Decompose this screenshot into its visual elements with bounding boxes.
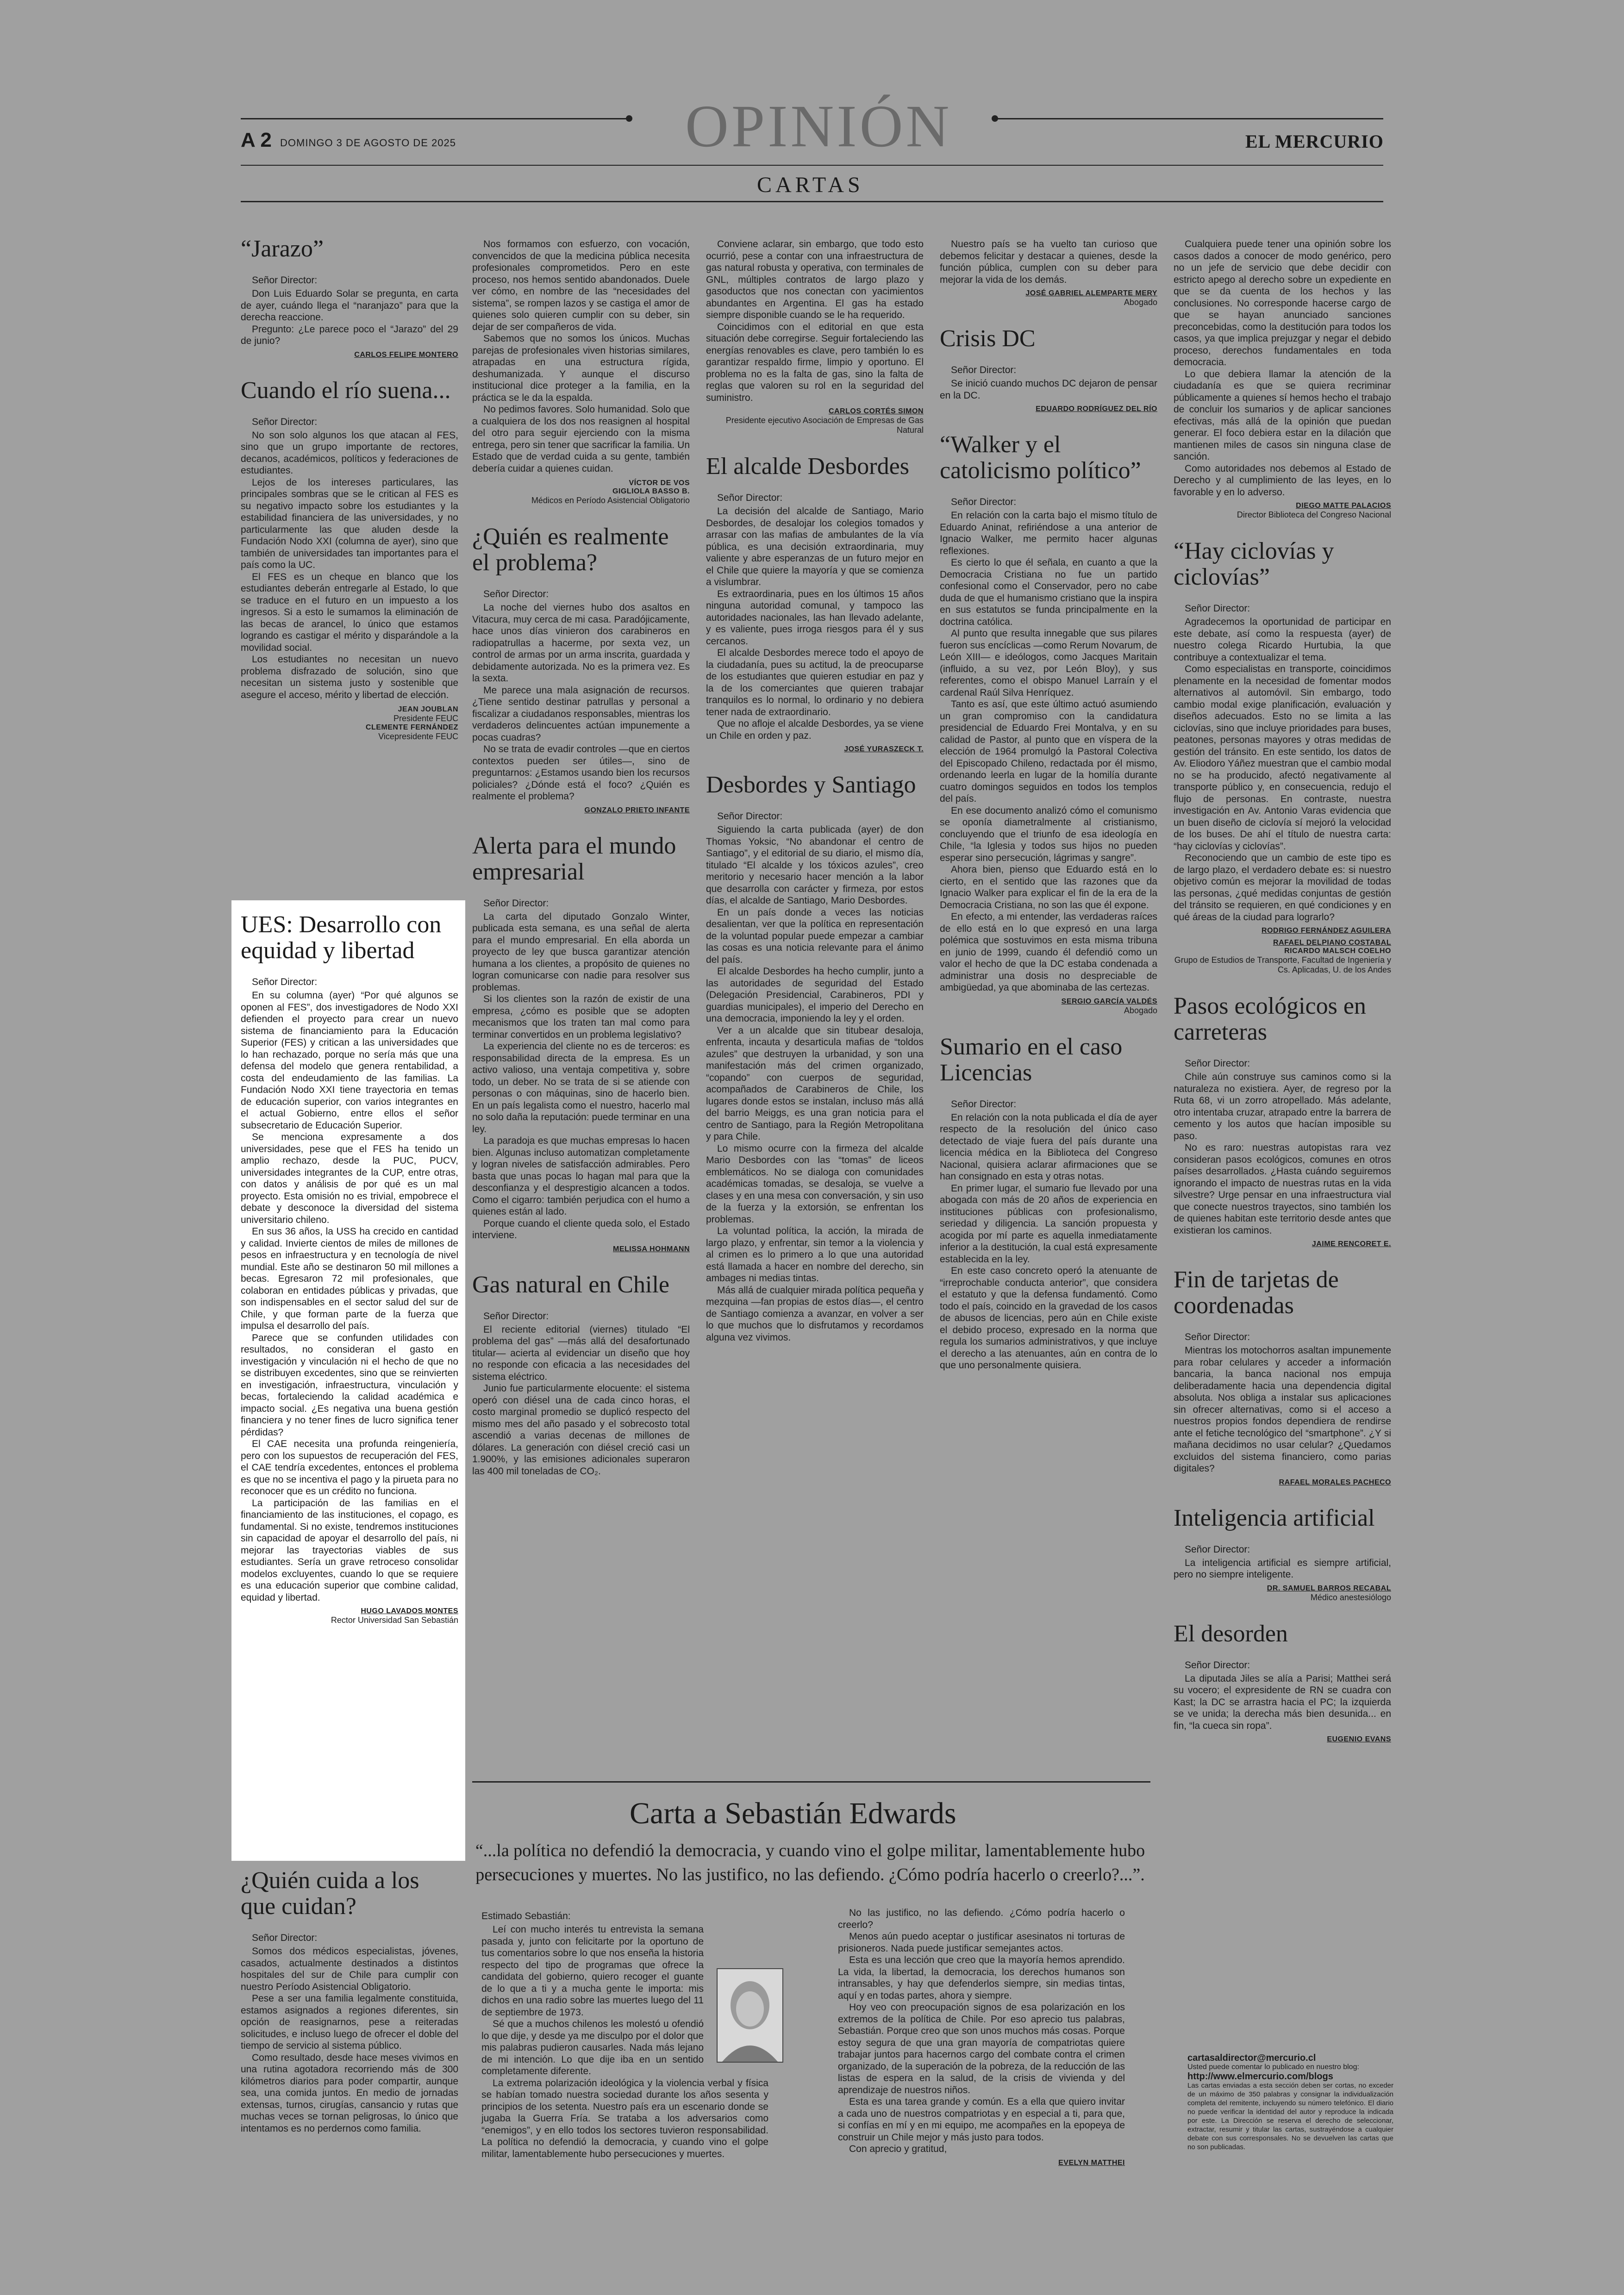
signature: EUGENIO EVANS	[1327, 1735, 1391, 1743]
paragraph: En primer lugar, el sumario fue llevado por una abogada con más de 20 años de experiencia en instituciones públicas con profesionalismo, seriedad y diligencia. La sanción propuesta y acogida por mí parte es aquella inmediatamente inferior a la destitución, la cual está expresamente establecida en la ley.	[940, 1183, 1157, 1265]
letter-title: “Hay ciclovías y ciclovías”	[1174, 538, 1334, 590]
paragraph: No son solo algunos los que atacan al FES, sino que un grupo importante de rectores, decanos, académicos, políticos y federaciones de estudiantes.	[241, 430, 458, 476]
paragraph: Conviene aclarar, sin embargo, que todo esto ocurrió, pese a contar con una infraestructura de gas natural robusta y operativa, con terminales de GNL, múltiples contratos de largo plazo y gasoductos que nos conectan con yacimientos abundantes en Argentina. El gas ha estado siempre disponible cuando se le ha requerido.	[706, 239, 924, 320]
paragraph: Ahora bien, pienso que Eduardo está en lo cierto, en el sentido que las razones que da Ignacio Walker para explicar el fin de la era de la Democracia Cristiana, no son las que él expone.	[940, 864, 1157, 911]
paragraph: Es extraordinaria, pues en los últimos 15 años ninguna autoridad comunal, y tampoco las autoridades nacionales, las han llevado adelante, y es valiente, pues irroga riesgos para él y sus cercanos.	[706, 588, 924, 647]
salutation: Señor Director:	[1185, 1058, 1250, 1069]
brand-logo: EL MERCURIO	[1245, 131, 1384, 152]
letter-desorden	[1174, 1621, 1391, 1744]
paragraph: La voluntad política, la acción, la mirada de largo plazo, y enfrentar, sin temor a la violencia y al crimen es lo primero a lo que una autoridad está llamada a hacer en nombre del derecho, sin ambages ni medias tintas.	[706, 1226, 924, 1284]
paragraph: La extrema polarización ideológica y la violencia verbal y física se habían tomado nuestra sociedad durante los años sesenta y principios de los setenta. Nuestro país era un escenario donde se jugaba la Guerra Fría. Se trataba a los adversarios como “enemigos”, y en ello todos los sectores tuvieron responsabilidad. La política no defendió la democracia, y cuando vino el golpe militar, lamentablemente hubo persecuciones y muertes.	[481, 2077, 768, 2159]
paragraph: Esta es una tarea grande y común. Es a ella que quiero invitar a cada uno de nuestros compatriotas y en especial a ti, para que, si confías en mí y en mi equipo, me acompañes en la epopeya de construir un Chile mejor y más justo para todos.	[838, 2096, 1125, 2143]
letter-jarazo	[241, 236, 458, 359]
paragraph: La decisión del alcalde de Santiago, Mario Desbordes, de desalojar los colegios tomados y arrasar con las mafias de ambulantes de la vía pública, es una decisión extraordinaria, muy valiente y abre esperanzas de un futuro mejor en el Chile que quiere la mayoría y que se comienza a vislumbrar.	[706, 506, 924, 587]
signature: JEAN JOUBLAN	[398, 705, 458, 713]
letter-sumario	[940, 1034, 1157, 1372]
letter-ciclovias	[1174, 538, 1391, 975]
letter-gas	[472, 1272, 690, 1478]
paragraph: Es cierto lo que él señala, en cuanto a que la Democracia Cristiana no fue un partido confesional como el Conservador, pero no cabe duda de que el humanismo cristiano que la inspira en sus estatutos se funda principalmente en la doctrina católica.	[940, 557, 1157, 627]
letter-title: Pasos ecológicos en carreteras	[1174, 993, 1366, 1045]
paragraph: Se inició cuando muchos DC dejaron de pensar en la DC.	[940, 378, 1157, 401]
paragraph: Menos aún puedo aceptar o justificar asesinatos ni torturas de prisioneros. Nada puede justificar semejantes actos.	[838, 1931, 1125, 1954]
salutation: Señor Director:	[717, 811, 783, 822]
subsection-title: CARTAS	[757, 173, 864, 197]
salutation: Señor Director:	[483, 1310, 549, 1322]
paragraph: Pese a ser una familia legalmente constituida, estamos asignados a regiones diferentes, sin opción de reasignarnos, pese a reiteradas solicitudes, e incluso luego de ofrecer el doble del tiempo de servicio al sistema público.	[241, 1993, 458, 2051]
letter-desbordes	[706, 454, 924, 754]
paragraph: No las justifico, no las defiendo. ¿Cómo podría hacerlo o creerlo?	[838, 1908, 1125, 1930]
salutation: Señor Director:	[951, 365, 1017, 375]
letter-sumario-continued	[1174, 238, 1391, 520]
signature-role: Médico anestesiólogo	[1310, 1592, 1391, 1602]
paragraph: Como resultado, desde hace meses vivimos en una rutina agotadora recorriendo más de 300 kilómetros diarios para poder compartir, aunque sea, una comida juntos. En medio de jornadas extensas, turnos, cirugías, cansancio y rutas que muchas veces se tornan peligrosas, lo único que intentamos es no perdernos como familia.	[241, 2052, 458, 2134]
paragraph: Siguiendo la carta publicada (ayer) de don Thomas Yoksic, “No abandonar el centro de Santiago”, y el editorial de su diario, el mismo día, titulado “El alcalde y los tóxicos azules”, creo meritorio y necesario hacer mención a la labor que desarrolla con carácter y firmeza, por estos días, el alcalde de Santiago, Mario Desbordes.	[706, 824, 924, 906]
signature-role: Grupo de Estudios de Transporte, Facultad de Ingeniería y Cs. Aplicadas, U. de los Andes	[1174, 955, 1391, 974]
salutation: Estimado Sebastián:	[481, 1911, 571, 1921]
paragraph: La carta del diputado Gonzalo Winter, publicada esta semana, es una señal de alerta para el mundo empresarial. En ella aborda un proyecto de ley que busca garantizar atención humana a los clientes, a propósito de quienes no logran comunicarse con nadie para resolver sus problemas.	[472, 911, 690, 993]
letter-pasos	[1174, 993, 1391, 1248]
signature: GONZALO PRIETO INFANTE	[584, 806, 690, 814]
signature: JAIME RENCORET E.	[1312, 1240, 1391, 1248]
letter-tarjetas	[1174, 1267, 1391, 1487]
letter-ia	[1174, 1505, 1391, 1603]
paragraph: En un país donde a veces las noticias desalientan, ver que la política en representación de la voluntad popular puede empezar a cambiar las cosas es una noticia relevante para el ánimo del país.	[706, 907, 924, 965]
paragraph: La noche del viernes hubo dos asaltos en Vitacura, muy cerca de mi casa. Paradójicamente, hace unos días vinieron dos carabineros en radiopatrullas a hacerme, por sexta vez, un control de armas por un arma inscrita, guardada y debidamente autorizada. No es la primera vez. Es la sexta.	[472, 602, 690, 684]
paragraph: No se trata de evadir controles —que en ciertos contextos pueden ser útiles—, sino de preguntarnos: ¿Estamos usando bien los recursos policiales? ¿Dónde está el foco? ¿Quién es realmente el problema?	[472, 744, 690, 802]
signature: DR. SAMUEL BARROS RECABAL	[1267, 1584, 1391, 1592]
salutation: Señor Director:	[252, 977, 318, 987]
signature-role: Vicepresidente FEUC	[378, 732, 458, 741]
contact-blog-note: Usted puede comentar lo publicado en nuestro blog:	[1187, 2063, 1359, 2071]
letter-title: Sumario en el caso Licencias	[940, 1033, 1123, 1086]
signature-role: Director Biblioteca del Congreso Nacional	[1237, 510, 1391, 519]
featured-text-wrap	[481, 1924, 704, 2077]
paragraph: El CAE necesita una profunda reingeniería, pero con los supuestos de recuperación del FES, el CAE tendría excedentes, entonces el problema es que no se incentiva el pago y la pirueta para no reconocer que es un crédito no funciona.	[241, 1439, 458, 1497]
paragraph: Lo que debiera llamar la atención de la ciudadanía es que se quiera recriminar públicamente a quienes sí hemos hecho el trabajo de concluir los sumarios y de aplicar sanciones efectivas, más allá de la opinión que puedan generar. El foco debiera estar en la dilación que mantienen miles de casos sin ninguna clase de sanción.	[1174, 368, 1391, 462]
page-number: A 2	[241, 129, 272, 151]
signature-role: Abogado	[1124, 298, 1157, 307]
masthead-rule-left	[241, 118, 630, 119]
paragraph: Agradecemos la oportunidad de participar en este debate, así como la respuesta (ayer) de nuestro colega Ricardo Hurtubia, la que contribuye a contextualizar el tema.	[1174, 617, 1391, 663]
paragraph: Como especialistas en transporte, coincidimos plenamente en la necesidad de fomentar modos alternativos al automóvil. Sin embargo, todo cambio modal exige planificación, evaluación y diseños adecuados. Esto no se limita a las ciclovías, sino que incluye prioridades para buses, peatones, personas mayores y otras medidas de gestión del tránsito. En este sentido, los datos de Av. Eliodoro Yáñez muestran que el cambio modal no se ha producido, afectó negativamente al transporte público y, en consecuencia, redujo el flujo de personas. En contraste, nuestra investigación en Av. Antonio Varas evidencia que un buen diseño de ciclovía sí mejoró la velocidad de los buses. De ahí el título de nuestra carta: “hay ciclovías y ciclovías”.	[1174, 664, 1391, 852]
featured-rule	[472, 1781, 1150, 1783]
signature-role: Presidente FEUC	[393, 714, 458, 723]
masthead-rule-right	[994, 118, 1383, 119]
paragraph: No pedimos favores. Solo humanidad. Solo que a cualquiera de los dos nos reasignen al hospital del otro para seguir ejerciendo con la misma entrega, pero sin tener que sacrificar la familia. Un Estado que de verdad cuida a su gente, también debería cuidar a quienes cuidan.	[472, 404, 690, 474]
letter-title: UES: Desarrollo con equidad y libertad	[241, 911, 442, 964]
letter-title: El desorden	[1174, 1620, 1288, 1647]
paragraph: Si los clientes son la razón de existir de una empresa, ¿cómo es posible que se adopten mecanismos que los traten tan mal como para terminar convertidos en un problema legislativo?	[472, 994, 690, 1040]
page-date: DOMINGO 3 DE AGOSTO DE 2025	[280, 137, 456, 149]
author-portrait	[717, 1968, 783, 2063]
letter-title: Cuando el río suena...	[241, 377, 451, 404]
paragraph: Coincidimos con el editorial en que esta situación debe corregirse. Seguir fortaleciendo las energías renovables es clave, pero también lo es garantizar respaldo firme, limpio y oportuno. El problema no es la falta de gas, sino la falta de reglas que valoren su rol en la seguridad del suministro.	[706, 321, 924, 403]
featured-quote: “...la política no defendió la democracia, y cuando vino el golpe militar, lamentablemente hubo persecuciones y muertes. No las justifico, no las defiendo. ¿Cómo podría hacerlo o creerlo?...”.	[475, 1841, 1145, 1884]
paragraph: Hoy veo con preocupación signos de esa polarización en los extremos de la política de Chile. Por eso aprecio tus palabras, Sebastián. Porque creo que son unos muchos más cosas. Porque estoy segura de que una gran mayoría de compatriotas quiere trabajar juntos para hacernos cargo del combate contra el crimen organizado, de la superación de la pobreza, de la reducción de las listas de espera en la salud, de la crisis de vivienda y del aprendizaje de nuestros niños.	[838, 2002, 1125, 2095]
paragraph: El FES es un cheque en blanco que los estudiantes deberán entregarle al Estado, lo que se traduce en el futuro en un impuesto a los ingresos. Si a esto le sumamos la eliminación de las becas de arancel, lo único que estamos logrando es castigar el mérito y disparándole a la movilidad social.	[241, 571, 458, 653]
paragraph: Somos dos médicos especialistas, jóvenes, casados, actualmente destinados a distintos hospitales del sur de Chile para cumplir con nuestro Período Asistencial Obligatorio.	[241, 1946, 458, 1992]
paragraph: No es raro: nuestras autopistas rara vez consideran pasos ecológicos, comunes en otros países desarrollados. ¿Hasta cuándo seguiremos ignorando el impacto de nuestras rutas en la vida silvestre? Urge pensar en una infraestructura vial que conecte nuestros trayectos, sino también los de quienes habitan este territorio desde antes que existieran los caminos.	[1174, 1142, 1391, 1236]
signature: JOSÉ YURASZECK T.	[844, 745, 924, 753]
salutation: Señor Director:	[252, 416, 318, 427]
salutation: Señor Director:	[252, 1933, 318, 1943]
signature: MELISSA HOHMANN	[612, 1245, 690, 1253]
masthead-rule-bottom	[241, 201, 1383, 202]
paragraph: Más allá de cualquier mirada política pequeña y mezquina —fan propias de estos días—, el centro de Santiago comienza a avanzar, en volver a ser lo que muchos que lo disfrutamos y recordamos alguna vez vivimos.	[706, 1285, 924, 1343]
paragraph: Con aprecio y gratitud,	[849, 2144, 947, 2154]
letter-ues	[241, 912, 458, 1625]
letter-cuidan-continued	[472, 238, 690, 505]
paragraph: En su columna (ayer) “Por qué algunos se oponen al FES”, dos investigadores de Nodo XXI defienden el proyecto para crear un nuevo sistema de financiamiento para la Educación Superior (FES) y critican a las universidades que lo han rechazado, porque no sería más que una defensa del modelo que genera rentabilidad, a costa del endeudamiento de las familias. La Fundación Nodo XXI tiene trayectoria en temas de educación superior, con varios integrantes en el actual Gobierno, entre ellos el señor subsecretario de Educación Superior.	[241, 990, 458, 1131]
paragraph: Nos formamos con esfuerzo, con vocación, convencidos de que la medicina pública necesita profesionales comprometidos. Pero en este proceso, nos hemos sentido abandonados. Duele ver cómo, en nombre de las “necesidades del sistema”, se rompen lazos y se castiga el amor de quienes solo quieren cumplir con su deber, sin dejar de ser compañeros de vida.	[472, 239, 690, 332]
letter-alerta	[472, 833, 690, 1254]
signature: SERGIO GARCÍA VALDÉS	[1061, 997, 1157, 1005]
signature: CARLOS FELIPE MONTERO	[354, 350, 458, 359]
paragraph: Ver a un alcalde que sin titubear desaloja, enfrenta, incauta y desarticula mafias de “toldos azules” que destruyen la urbanidad, y son una manifestación más del crimen organizado, “copando” con cuerpos de seguridad, acompañados de Carabineros de Chile, los lugares donde estos se instalan, incluso más allá del barrio Meiggs, es una gran noticia para el centro de Santiago, para la Región Metropolitana y para Chile.	[706, 1025, 924, 1142]
column-2	[472, 238, 690, 1496]
letter-title: ¿Quién cuida a los que cuidan?	[241, 1867, 419, 1920]
paragraph: Como autoridades nos debemos al Estado de Derecho y al cumplimiento de las leyes, en lo favorable y en lo adverso.	[1174, 463, 1391, 498]
paragraph: Mientras los motochorros asaltan impunemente para robar celulares y acceder a información bancaria, la banca nacional nos empuja deliberadamente hacia una dependencia digital absoluta. Nos obliga a instalar sus aplicaciones sin ofrecer alternativas, como si el acceso a nuestros propios fondos dependiera de rendirse ante el fetiche tecnológico del “smartphone”. ¿Y si mañana decidimos no usar celular? ¿Quedamos excluidos del sistema financiero, como parias digitales?	[1174, 1345, 1391, 1474]
paragraph: El alcalde Desbordes ha hecho cumplir, junto a las autoridades de seguridad del Estado (Delegación Presidencial, Carabineros, PDI y guardias municipales), el imperio del Derecho en una democracia, imponiendo la ley y el orden.	[706, 966, 924, 1024]
letter-title: Fin de tarjetas de coordenadas	[1174, 1266, 1339, 1319]
signature: HUGO LAVADOS MONTES	[361, 1607, 458, 1615]
paragraph: Sé que a muchos chilenos les molestó u ofendió lo que dije, y desde ya me disculpo por el dolor que mis palabras pudieron causarles. Nada más lejano de mi intención. Lo que dije iba en un sentido completamente diferente.	[481, 2019, 704, 2077]
letter-santiago-continued	[940, 238, 1157, 307]
signature: RODRIGO FERNÁNDEZ AGUILERA	[1262, 927, 1391, 935]
paragraph: Al punto que resulta innegable que sus pilares fueron sus encíclicas —como Rerum Novarum, de León XIII— e ideólogos, como Jacques Maritain (influido, a su vez, por León Bloy), y sus referentes, como el obispo Manuel Larraín y el cardenal Raúl Silva Henríquez.	[940, 628, 1157, 698]
signature: RAFAEL MORALES PACHECO	[1279, 1478, 1391, 1486]
contact-rules: Las cartas enviadas a esta sección deben ser cortas, no exceder de un máximo de 350 palabras y consignar la individualización completa del remitente, incluyendo su número telefónico. El diario no puede verificar la identidad del autor y reproduce la indicada por este. La Dirección se reserva el derecho de seleccionar, extractar, resumir y titular las cartas, sustrayéndose a cualquier debate con sus corresponsales. No se devuelven las cartas que no son publicadas.	[1187, 2082, 1393, 2151]
column-4	[940, 238, 1157, 1390]
signature: EDUARDO RODRÍGUEZ DEL RÍO	[1036, 405, 1157, 413]
signature: RICARDO MALSCH COELHO	[1284, 947, 1391, 955]
signature-role: Rector Universidad San Sebastián	[331, 1615, 458, 1625]
paragraph: Que no afloje el alcalde Desbordes, ya se viene un Chile en orden y paz.	[706, 718, 924, 741]
paragraph: Reconociendo que un cambio de este tipo es de largo plazo, el verdadero debate es: si nuestro objetivo común es mejorar la movilidad de todas las personas, ¿qué medidas conjuntas de gestión del tránsito se requieren, en qué condiciones y en qué áreas de la ciudad para lograrlo?	[1174, 853, 1391, 923]
salutation: Señor Director:	[717, 493, 783, 503]
paragraph: En este caso concreto operó la atenuante de “irreprochable conducta anterior”, que considera el estatuto y que la defensa fundamentó. Como todo el país, coincido en la gravedad de los casos de abusos de licencias, pero aún en Chile existe el debido proceso, expresado en la norma que regula los sumarios administrativos, y que incluye el derecho a las atenuantes, aún en contra de lo que uno personalmente quisiera.	[940, 1266, 1157, 1371]
column-5	[1174, 238, 1391, 1762]
paragraph: En relación con la nota publicada el día de ayer respecto de la resolución del único caso detectado de viaje fuera del país durante una licencia médica en la Biblioteca del Congreso Nacional, quisiera aclarar afirmaciones que se han consignado en esta y otras notas.	[940, 1112, 1157, 1182]
featured-column-right	[838, 1907, 1125, 2167]
letter-title: Crisis DC	[940, 325, 1036, 352]
paragraph: La inteligencia artificial es siempre artificial, pero no siempre inteligente.	[1174, 1557, 1391, 1580]
paragraph: Lo mismo ocurre con la firmeza del alcalde Mario Desbordes con las “tomas” de liceos emblemáticos. No se dialoga con comunidades académicas tomadas, se desaloja, se vuelve a clases y en una mesa con conversación, y sin uso de la fuerza y la extorsión, se enfrentan los problemas.	[706, 1143, 924, 1225]
signature: JOSÉ GABRIEL ALEMPARTE MERY	[1025, 289, 1157, 297]
paragraph: Los estudiantes no necesitan un nuevo problema disfrazado de solución, sino que necesitan un sistema justo y sostenible que asegure el acceso, mérito y libertad de elección.	[241, 654, 458, 700]
paragraph: Pregunto: ¿Le parece poco el “Jarazo” del 29 de junio?	[241, 324, 458, 346]
signature: RAFAEL DELPIANO COSTABAL	[1273, 939, 1391, 947]
paragraph: Esta es una lección que creo que la mayoría hemos aprendido. La vida, la libertad, la democracia, los derechos humanos son intransables, y hay que defenderlos siempre, sin medias tintas, aquí y en todas partes, ahora y siempre.	[838, 1955, 1125, 2001]
masthead-dot-left	[626, 115, 632, 122]
salutation: Señor Director:	[483, 898, 549, 909]
paragraph: Se menciona expresamente a dos universidades, pese que el FES ha tenido un amplio rechazo, desde la PUC, PUCV, universidades integrantes de la CUP, entre otras, con datos y análisis de por qué es un mal proyecto. Esta omisión no es trivial, empobrece el debate y desconoce la diversidad del sistema universitario chileno.	[241, 1132, 458, 1225]
contact-box	[1187, 2053, 1393, 2152]
letter-santiago	[706, 772, 924, 1343]
signature-role: Presidente ejecutivo Asociación de Empresas de Gas Natural	[725, 416, 924, 435]
signature: GIGLIOLA BASSO B.	[612, 487, 690, 495]
paragraph: La participación de las familias en el financiamiento de las instituciones, el copago, es fundamental. Si no existe, tendremos instituciones sin capacidad de apoyar el desarrollo del país, ni mejorar las trayectorias viables de sus estudiantes. Sería un grave retroceso consolidar modelos excluyentes, cuando lo que se requiere es una educación superior que combine calidad, equidad y libertad.	[241, 1497, 458, 1603]
portrait-image	[718, 1969, 782, 2062]
signature: CARLOS CORTÉS SIMON	[828, 407, 924, 415]
letter-cuidan	[241, 1868, 458, 2134]
letter-title: El alcalde Desbordes	[706, 453, 909, 480]
contact-blog-link[interactable]: http://www.elmercurio.com/blogs	[1187, 2071, 1333, 2082]
signature: CLEMENTE FERNÁNDEZ	[365, 723, 458, 731]
letter-title: Alerta para el mundo empresarial	[472, 832, 676, 885]
paragraph: Tanto es así, que este último actuó asumiendo un gran compromiso con la candidatura presidencial de Eduardo Frei Montalva, y en su calidad de Pastor, al punto que en víspera de la elección de 1964 promulgó la Pastoral Colectiva del Episcopado Chileno, redactada por él mismo, ordenando leerla en lugar de la homilía durante cuatro domingos seguidos en todos los templos del país.	[940, 699, 1157, 804]
paragraph: En sus 36 años, la USS ha crecido en cantidad y calidad. Invierte cientos de miles de millones de pesos en infraestructura y en tecnología de nivel mundial. Este año se destinaron 50 mil millones a becas. Egresaron 72 mil profesionales, que colaboran en entidades públicas y privadas, que son indispensables en el sector salud del sur de Chile, y que forman parte de la fuerza que impulsa el desarrollo del país.	[241, 1226, 458, 1331]
paragraph: Cualquiera puede tener una opinión sobre los casos dados a conocer de modo genérico, pero no un jefe de servicio que debe decidir con estricto apego al derecho sobre un expediente en que se da cuenta de los hechos y las conclusiones. No corresponde hacerse cargo de que se hayan anunciado sanciones preconcebidas, como la destitución para todos los casos, ya que implica prejuzgar y negar el debido proceso, derechos fundamentales en toda democracia.	[1174, 239, 1391, 368]
column-3	[706, 238, 924, 1362]
paragraph: En relación con la carta bajo el mismo título de Eduardo Aninat, refiriéndose a una anterior de Ignacio Walker, me permito hacer algunas reflexiones.	[940, 510, 1157, 556]
paragraph: Leí con mucho interés tu entrevista la semana pasada y, junto con felicitarte por la oportuno de tus comentarios sobre lo que nos enseña la historia respecto del tipo de programas que ofrece la candidata del gobierno, quiero recoger el guante de lo que a ti y a mucha gente le importa: mis dichos en una radio sobre las muertes luego del 11 de septiembre de 1973.	[481, 1924, 704, 2018]
paragraph: Nuestro país se ha vuelto tan curioso que debemos felicitar y destacar a quienes, desde la función pública, cumplen con su deber para mejorar la vida de los demás.	[940, 239, 1157, 285]
letter-title: “Walker y el catolicismo político”	[940, 431, 1141, 484]
letter-crisis	[940, 326, 1157, 413]
salutation: Señor Director:	[1185, 603, 1250, 614]
paragraph: En efecto, a mi entender, las verdaderas raíces de ello está en lo que expresó en una larga polémica que sostuvimos en esta misma tribuna en junio de 1999, cuando él defendió como un valor el hecho de que la DC estaba condenada a administrar una dosis no despreciable de ambigüedad, ya que abominaba de las certezas.	[940, 911, 1157, 993]
letter-title: Desbordes y Santiago	[706, 772, 916, 798]
letter-walker	[940, 432, 1157, 1016]
salutation: Señor Director:	[951, 1098, 1017, 1110]
salutation: Señor Director:	[252, 275, 318, 286]
paragraph: Parece que se confunden utilidades con resultados, no consideran el gasto en investigación y vinculación ni el hecho de que no se distribuyen excedentes, sino que se reinvierten en investigación, infraestructura, vinculación y becas, fortaleciendo la calidad académica e impacto social. ¿Es negativa una buena gestión financiera y no tener fines de lucro significa tener pérdidas?	[241, 1332, 458, 1438]
paragraph: Don Luis Eduardo Solar se pregunta, en carta de ayer, cuándo llega el “naranjazo” para que la derecha reaccione.	[241, 288, 458, 323]
masthead-rule	[241, 165, 1383, 166]
column-1	[241, 236, 458, 760]
signature: DIEGO MATTE PALACIOS	[1296, 502, 1391, 510]
paragraph: En ese documento analizó cómo el comunismo se oponía diametralmente al cristianismo, concluyendo que el triunfo de esa ideología en Chile, “la Iglesia y todos sus hijos no pueden esperar sino persecución, lágrimas y sangre”.	[940, 805, 1157, 863]
salutation: Señor Director:	[1185, 1332, 1250, 1342]
salutation: Señor Director:	[951, 497, 1017, 507]
paragraph: Chile aún construye sus caminos como si la naturaleza no existiera. Ayer, de regreso por la Ruta 68, vi un zorro atropellado. Más adelante, otro intentaba cruzar, atrapado entre la barrera de cemento y los autos que hacían imposible su paso.	[1174, 1072, 1391, 1141]
paragraph: Me parece una mala asignación de recursos. ¿Tiene sentido destinar patrullas y personal a fiscalizar a ciudadanos responsables, mientras los verdaderos delincuentes actúan impunemente a pocas cuadras?	[472, 685, 690, 743]
paragraph: La experiencia del cliente no es de terceros: es responsabilidad directa de la empresa. Es un activo valioso, una ventaja competitiva y, sobre todo, un deber. No se trata de si se atiende con personas o con máquinas, sino de hacerlo bien. En un país legalista como el nuestro, hacerlo mal no solo daña la reputación: puede terminar en una ley.	[472, 1041, 690, 1135]
letter-rio	[241, 378, 458, 742]
letter-title: Gas natural en Chile	[472, 1271, 669, 1298]
paragraph: Junio fue particularmente elocuente: el sistema operó con diésel una de cada cinco horas, el costo marginal promedio se duplicó respecto del mismo mes del año pasado y el sobrecosto total ascendió a varias decenas de millones de dólares. La generación con diésel creció casi un 1.900%, y las emisiones adicionales superaron las 400 mil toneladas de CO₂.	[472, 1383, 690, 1477]
paragraph: La paradoja es que muchas empresas lo hacen bien. Algunas incluso automatizan completamente y logran niveles de satisfacción admirables. Pero basta que unas pocas lo hagan mal para que la desconfianza y el desprestigio alcancen a todos. Como el cigarro: también perjudica con el humo a quienes están al lado.	[472, 1135, 690, 1217]
letter-title: ¿Quién es realmente el problema?	[472, 524, 669, 576]
paragraph: Porque cuando el cliente queda solo, el Estado interviene.	[472, 1218, 690, 1241]
section-title: OPINIÓN	[685, 93, 952, 160]
contact-email[interactable]: cartasaldirector@mercurio.cl	[1187, 2053, 1316, 2063]
signature: EVELYN MATTHEI	[1058, 2158, 1125, 2167]
salutation: Señor Director:	[1185, 1544, 1250, 1555]
paragraph: La diputada Jiles se alía a Parisi; Matthei será su vocero; el expresidente de RN se cuadra con Kast; la DC se arrastra hacia el PC; la izquierda se ve unida; la derecha más bien desunida... en fin, “la cueca sin ropa”.	[1174, 1673, 1391, 1731]
salutation: Señor Director:	[1185, 1659, 1250, 1671]
letter-title: “Jarazo”	[241, 236, 324, 262]
signature-role: Abogado	[1124, 1005, 1157, 1015]
featured-title: Carta a Sebastián Edwards	[630, 1796, 956, 1830]
letter-problema	[472, 524, 690, 815]
paragraph: Sabemos que no somos los únicos. Muchas parejas de profesionales viven historias similares, atrapadas en una estructura rígida, deshumanizada. Y aunque el discurso institucional dice proteger a la familia, en la práctica se le da la espalda.	[472, 333, 690, 403]
paragraph: Lejos de los intereses particulares, las principales sombras que se le critican al FES es su negativo impacto sobre los estudiantes y la estabilidad financiera de las universidades, y no particularmente las que aluden desde la Fundación Nodo XXI (columna de ayer), sino que también de universidades tan importantes para el país como la UC.	[241, 477, 458, 570]
salutation: Señor Director:	[483, 589, 549, 599]
letter-title: Inteligencia artificial	[1174, 1504, 1375, 1531]
paragraph: El alcalde Desbordes merece todo el apoyo de la ciudadanía, pues su actitud, la de preocuparse de los estudiantes que quieren estudiar en paz y la de los comerciantes que quieren trabajar tranquilos es lo normal, lo ordinario y no debiera tener nada de extraordinario.	[706, 648, 924, 717]
letter-gas-continued	[706, 238, 924, 435]
signature: VÍCTOR DE VOS	[629, 479, 690, 487]
paragraph: El reciente editorial (viernes) titulado “El problema del gas” —más allá del desafortunado titular— acierta al evidenciar un diseño que hoy no responde con eficacia a las necesidades del sistema eléctrico.	[472, 1324, 690, 1382]
signature-role: Médicos en Período Asistencial Obligatorio	[531, 496, 690, 505]
